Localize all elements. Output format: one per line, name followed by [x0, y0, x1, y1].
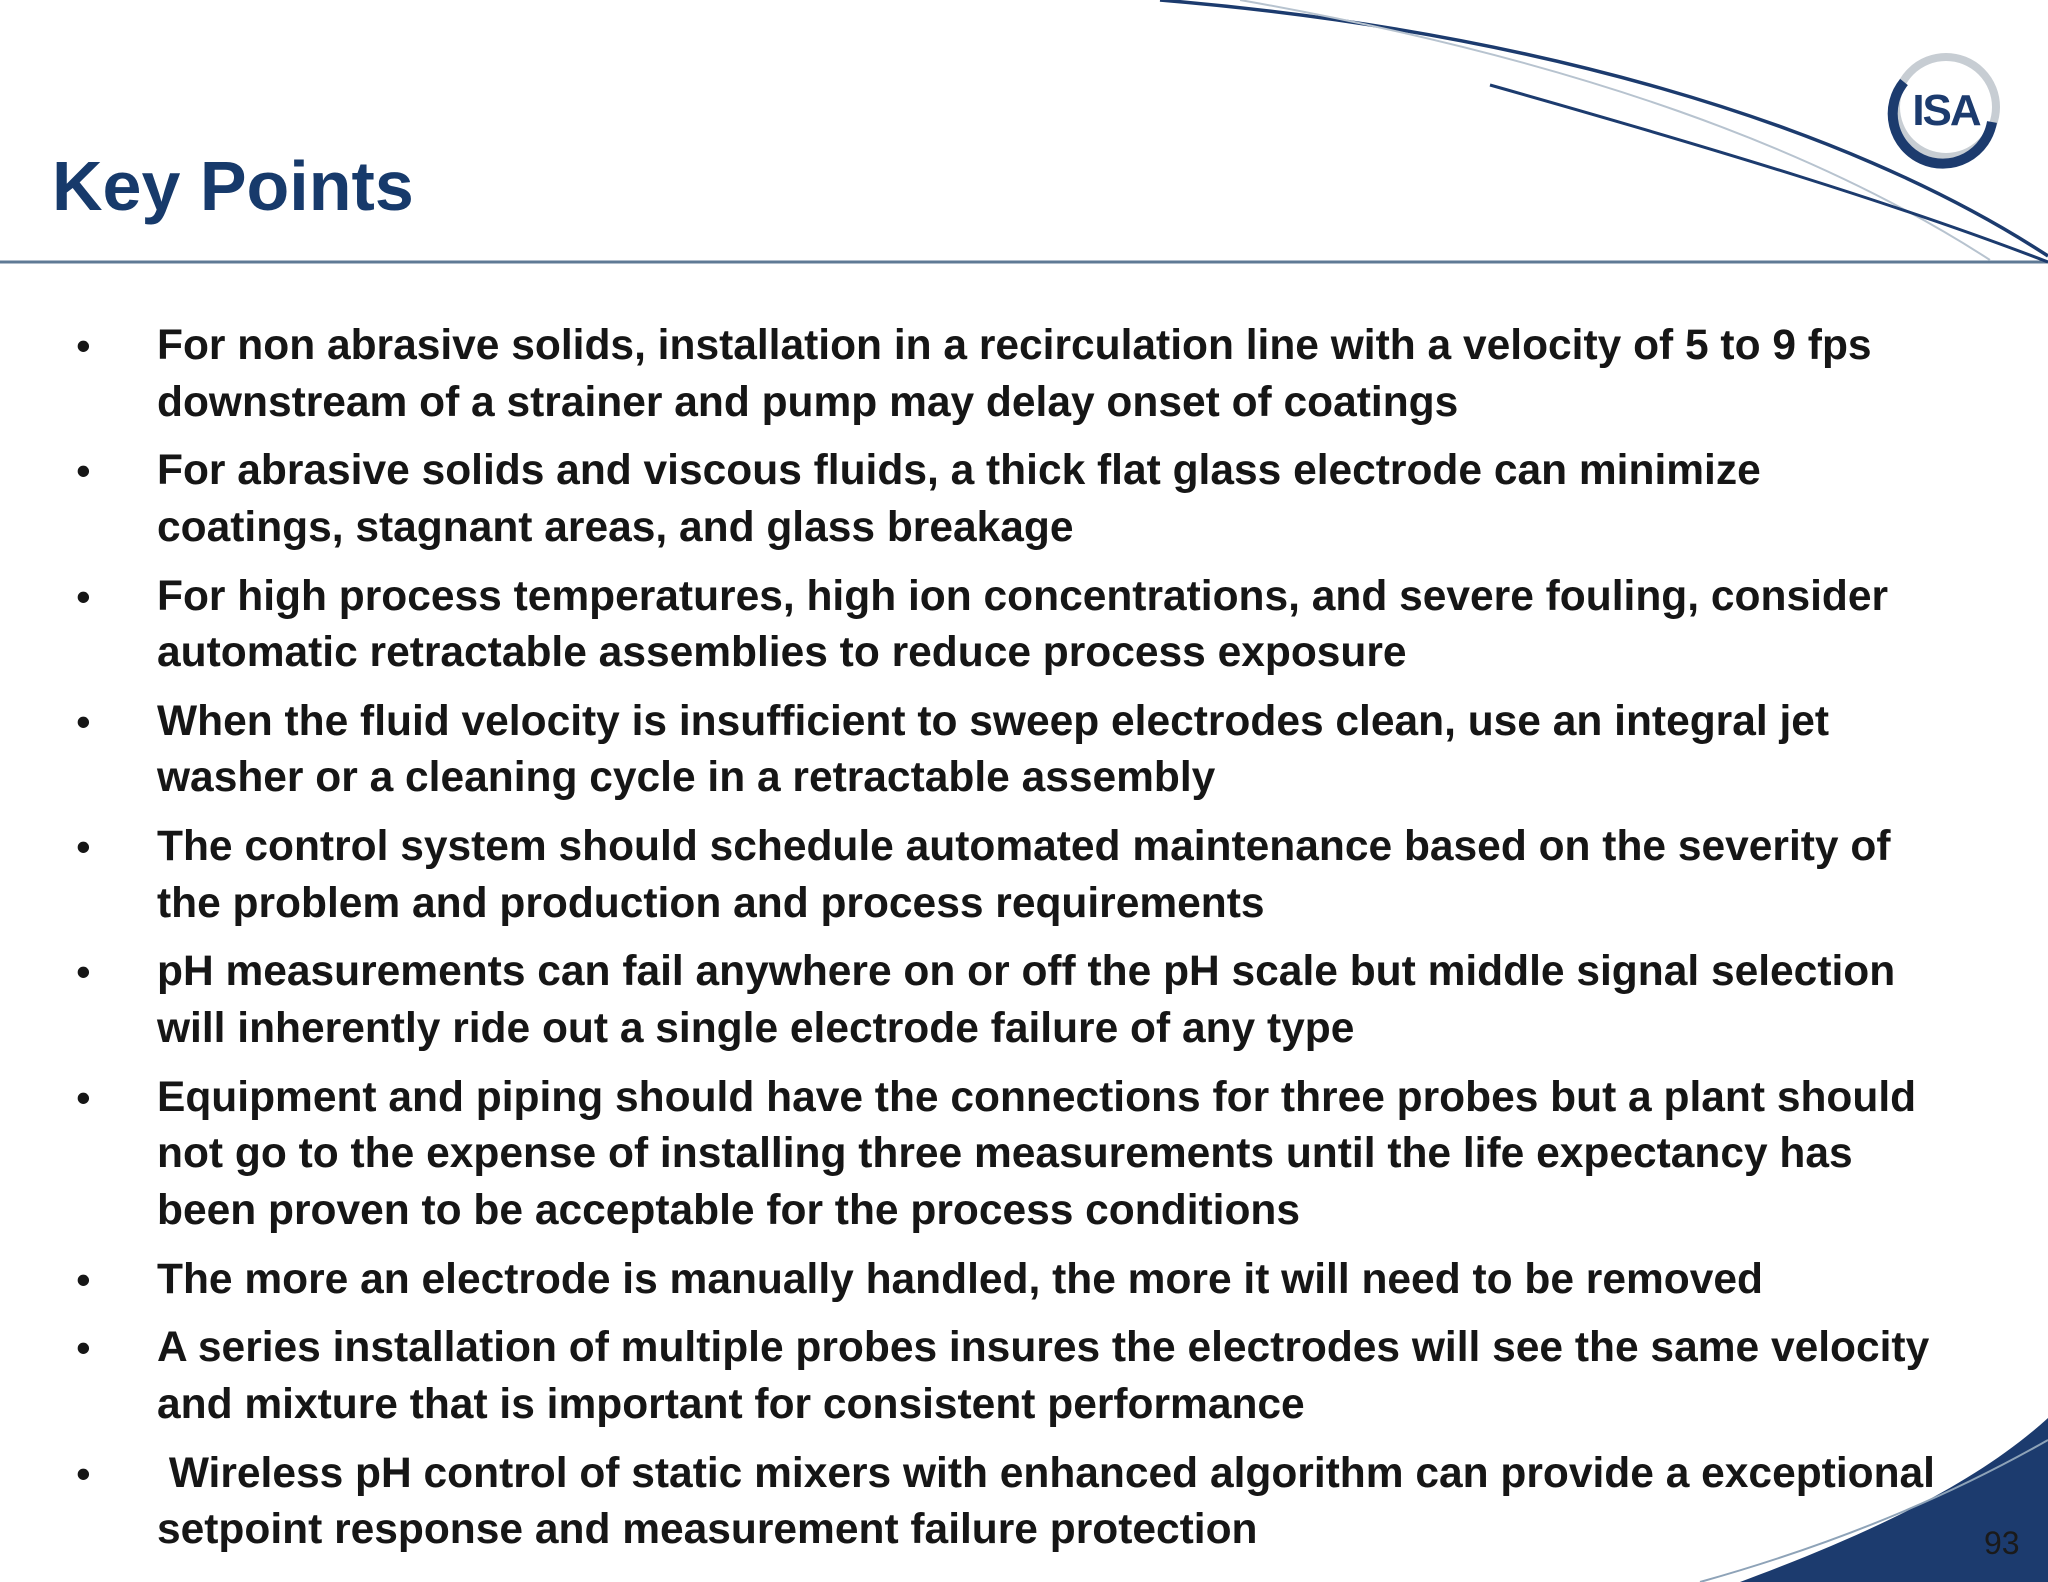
bullet-marker: • [76, 697, 91, 745]
bullet-item [0, 1252, 1957, 1309]
bullet-item [0, 694, 1957, 807]
bullet-text: A series installation of multiple probes insures the electrodes will see the same velocity and mixture that is important for consistent performance [157, 1324, 1930, 1428]
bullet-item [0, 443, 1957, 556]
bullet-marker: • [76, 1324, 91, 1372]
page-number: 93 [1984, 1525, 2020, 1561]
bullet-marker: • [76, 322, 91, 369]
bullet-text: For non abrasive solids, installation in a recirculation line with a velocity of 5 to 9 fps downstream of a strainer and pump may delay onset of coatings [157, 322, 1872, 426]
bullet-item [0, 1446, 1957, 1559]
bullet-item [0, 819, 1957, 932]
bullet-text: The control system should schedule automated maintenance based on the severity of the problem and production and process requirements [157, 823, 1891, 927]
bullet-text: Wireless pH control of static mixers with enhanced algorithm can provide a exceptional setpoint response and measurement failure protection [157, 1449, 1947, 1554]
isa-logo [1893, 57, 1996, 164]
bullet-text: pH measurements can fail anywhere on or off the pH scale but middle signal selection will inherently ride out a single electrode failure of any type [157, 948, 1896, 1052]
bullet-marker: • [76, 1255, 91, 1303]
bullet-marker: • [76, 1073, 91, 1121]
bullet-item [0, 1320, 1957, 1433]
bullet-marker: • [76, 948, 91, 996]
isa-logo-text: ISA [1912, 86, 1980, 135]
bullet-marker: • [76, 1449, 91, 1497]
bullet-text: Equipment and piping should have the connections for three probes but a plant should not go to the expense of installing three measurements until the life expectancy has been proven to be acceptable for the process conditions [157, 1073, 1917, 1234]
bullet-item [0, 1070, 1957, 1240]
bullet-item [0, 944, 1957, 1057]
key-points-list [0, 318, 1957, 1571]
bullet-text: For abrasive solids and viscous fluids, a thick flat glass electrode can minimize coatings, stagnant areas, and glass breakage [157, 447, 1761, 551]
bullet-item [0, 569, 1957, 682]
bullet-text: When the fluid velocity is insufficient to sweep electrodes clean, use an integral jet washer or a cleaning cycle in a retractable assembly [157, 697, 1830, 802]
slide-title: Key Points [52, 147, 414, 225]
swoosh-line-light [1240, 0, 1990, 260]
bullet-text: For high process temperatures, high ion concentrations, and severe fouling, consider automatic retractable assemblies to reduce process exposure [157, 572, 1889, 677]
bullet-marker: • [76, 572, 91, 620]
bullet-marker: • [76, 823, 91, 871]
bullet-item [0, 318, 1957, 431]
bullet-marker: • [76, 447, 91, 495]
bullet-text: The more an electrode is manually handled, the more it will need to be removed [157, 1255, 1763, 1303]
